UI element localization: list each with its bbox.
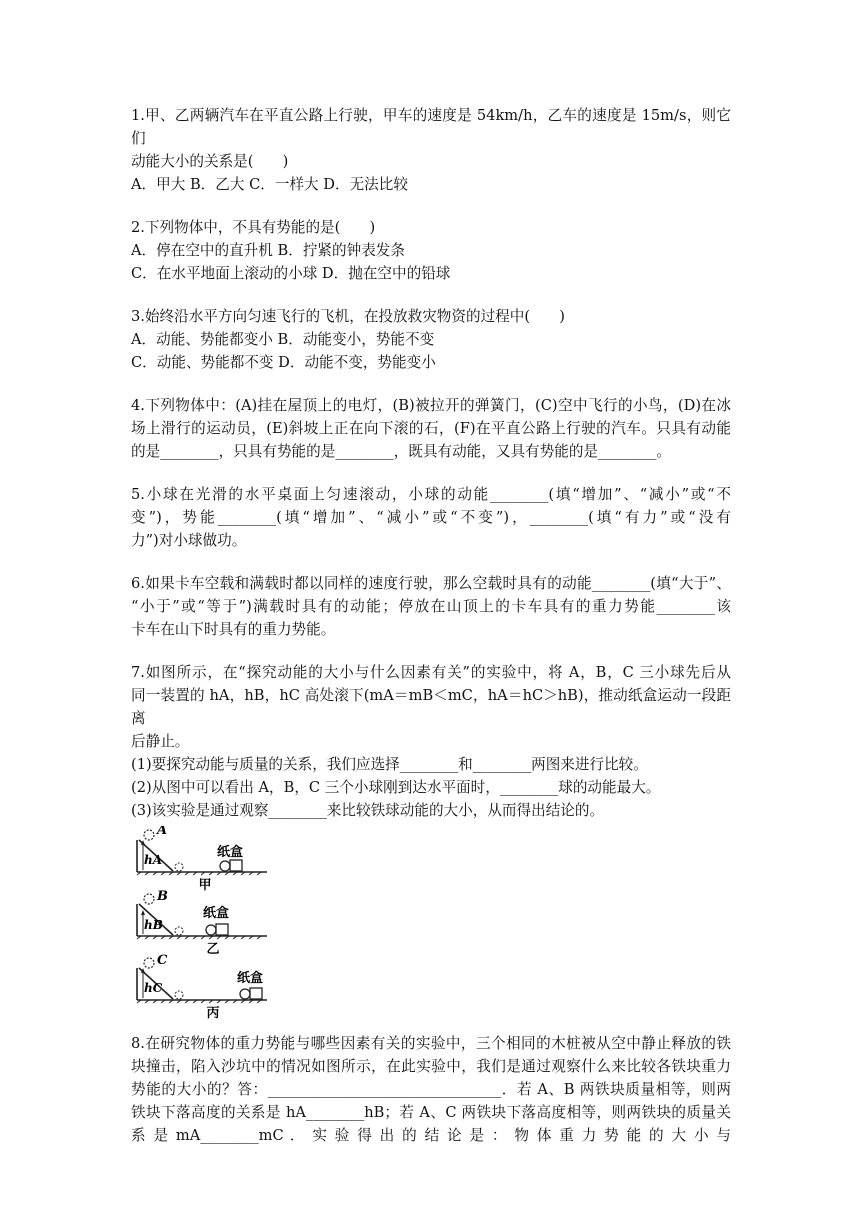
answer-options: A．停在空中的直升机 B．拧紧的钟表发条 [131,242,405,259]
question-text: 1.甲、乙两辆汽车在平直公路上行驶，甲车的速度是 54km/h，乙车的速度是 15m/s，则它们 [131,107,731,147]
paper-box-icon [250,988,262,999]
question-4 [131,394,731,463]
height-label: hC [144,981,163,995]
question-text: 3.始终沿水平方向匀速飞行的飞机，在投放救灾物资的过程中( ) [131,308,565,325]
answer-options: C．在水平地面上滚动的小球 D．抛在空中的铅球 [131,265,451,282]
start-ball-icon [144,830,154,840]
question-text: 卡车在山下时具有的重力势能。 [131,621,336,638]
figure-panel-a [137,826,267,893]
box-label: 纸盒 [203,906,230,921]
arrow-head-icon [141,910,145,915]
figure-panel-b [137,889,267,957]
question-text: 系 是 mA________mC ． 实 验 得 出 的 结 论 是 ： 物 体 重 力 势 能 的 大 小 与 [131,1127,731,1144]
worksheet [131,104,731,1167]
question-text: 变”)，势能________(填“增加”、“减小”或“不变”)，________(填“有力”或“没有 [131,509,731,526]
panel-caption: 甲 [198,878,212,893]
question-text: 7.如图所示，在“探究动能的大小与什么因素有关”的实验中，将 A，B，C 三小球先后从 [131,664,731,681]
question-text: 动能大小的关系是( ) [131,153,289,170]
question-text: 块撞击，陷入沙坑中的情况如图所示，在此实验中，我们是通过观察什么来比较各铁块重力 [131,1058,731,1075]
question-text: “小于”或“等于”)满载时具有的动能；停放在山顶上的卡车具有的重力势能________该 [131,598,731,615]
sub-question: (3)该实验是通过观察________来比较铁球动能的大小，从而得出结论的。 [131,802,605,819]
question-text: 的是________，只具有势能的是________，既具有动能，又具有势能的是________。 [131,443,671,460]
start-ball-icon [144,894,154,904]
question-text: 后静止。 [131,733,190,750]
question-text: 5.小球在光滑的水平桌面上匀速滚动，小球的动能________(填“增加”、“减小”或“不 [131,486,731,503]
experiment-figure [133,826,273,1022]
question-8 [131,1032,731,1147]
question-text: 2.下列物体中，不具有势能的是( ) [131,219,376,236]
question-3 [131,305,731,374]
paper-box-icon [230,860,242,871]
answer-options: A．动能、势能都变小 B．动能变小，势能不变 [131,331,435,348]
question-7 [131,661,731,1030]
question-6 [131,572,731,641]
sub-question: (2)从图中可以看出 A，B，C 三个小球刚到达水平面时，________球的动能最大。 [131,779,661,796]
question-2 [131,216,731,285]
question-text: 8.在研究物体的重力势能与哪些因素有关的实验中，三个相同的木桩被从空中静止释放的铁 [131,1035,731,1052]
question-5 [131,483,731,552]
question-text: 势能的大小的？答：________________________________．若 A、B 两铁块质量相等，则两 [131,1081,731,1098]
ball-label: A [157,826,168,838]
end-ball-icon [175,927,183,935]
ball-label: C [157,953,168,968]
height-label: hB [144,918,163,932]
question-text: 场上滑行的运动员，(E)斜坡上正在向下滚的石，(F)在平直公路上行驶的汽车。只具有动能 [131,420,731,437]
question-text: 铁块下落高度的关系是 hA________hB；若 A、C 两铁块下落高度相等，则两铁块的质量关 [131,1104,731,1121]
ball-icon [240,989,250,999]
question-text: 同一装置的 hA，hB，hC 高处滚下(mA＝mB＜mC，hA＝hC＞hB)，推动纸盒运动一段距离 [131,687,731,727]
answer-options: C．动能、势能都不变 D．动能不变，势能变小 [131,354,436,371]
start-ball-icon [144,958,154,968]
height-label: hA [144,853,163,867]
sub-question: (1)要探究动能与质量的关系，我们应选择________和________两图来进行比较。 [131,756,648,773]
question-text: 6.如果卡车空载和满载时都以同样的速度行驶，那么空载时具有的动能________(填“大于”、 [131,575,731,592]
question-text: 力”)对小球做功。 [131,532,247,549]
panel-caption: 丙 [206,1006,220,1021]
ball-label: B [157,889,168,904]
figure-panel-c [137,953,267,1021]
panel-caption: 乙 [206,942,220,957]
paper-box-icon [216,924,228,935]
box-label: 纸盒 [217,845,244,860]
box-label: 纸盒 [237,971,264,986]
ball-icon [220,861,230,871]
question-1 [131,104,731,196]
end-ball-icon [175,863,183,871]
answer-options: A．甲大 B．乙大 C．一样大 D．无法比较 [131,176,408,193]
question-text: 4.下列物体中：(A)挂在屋顶上的电灯，(B)被拉开的弹簧门，(C)空中飞行的小鸟，(D)在冰 [131,397,731,414]
end-ball-icon [175,991,183,999]
ball-icon [206,925,216,935]
